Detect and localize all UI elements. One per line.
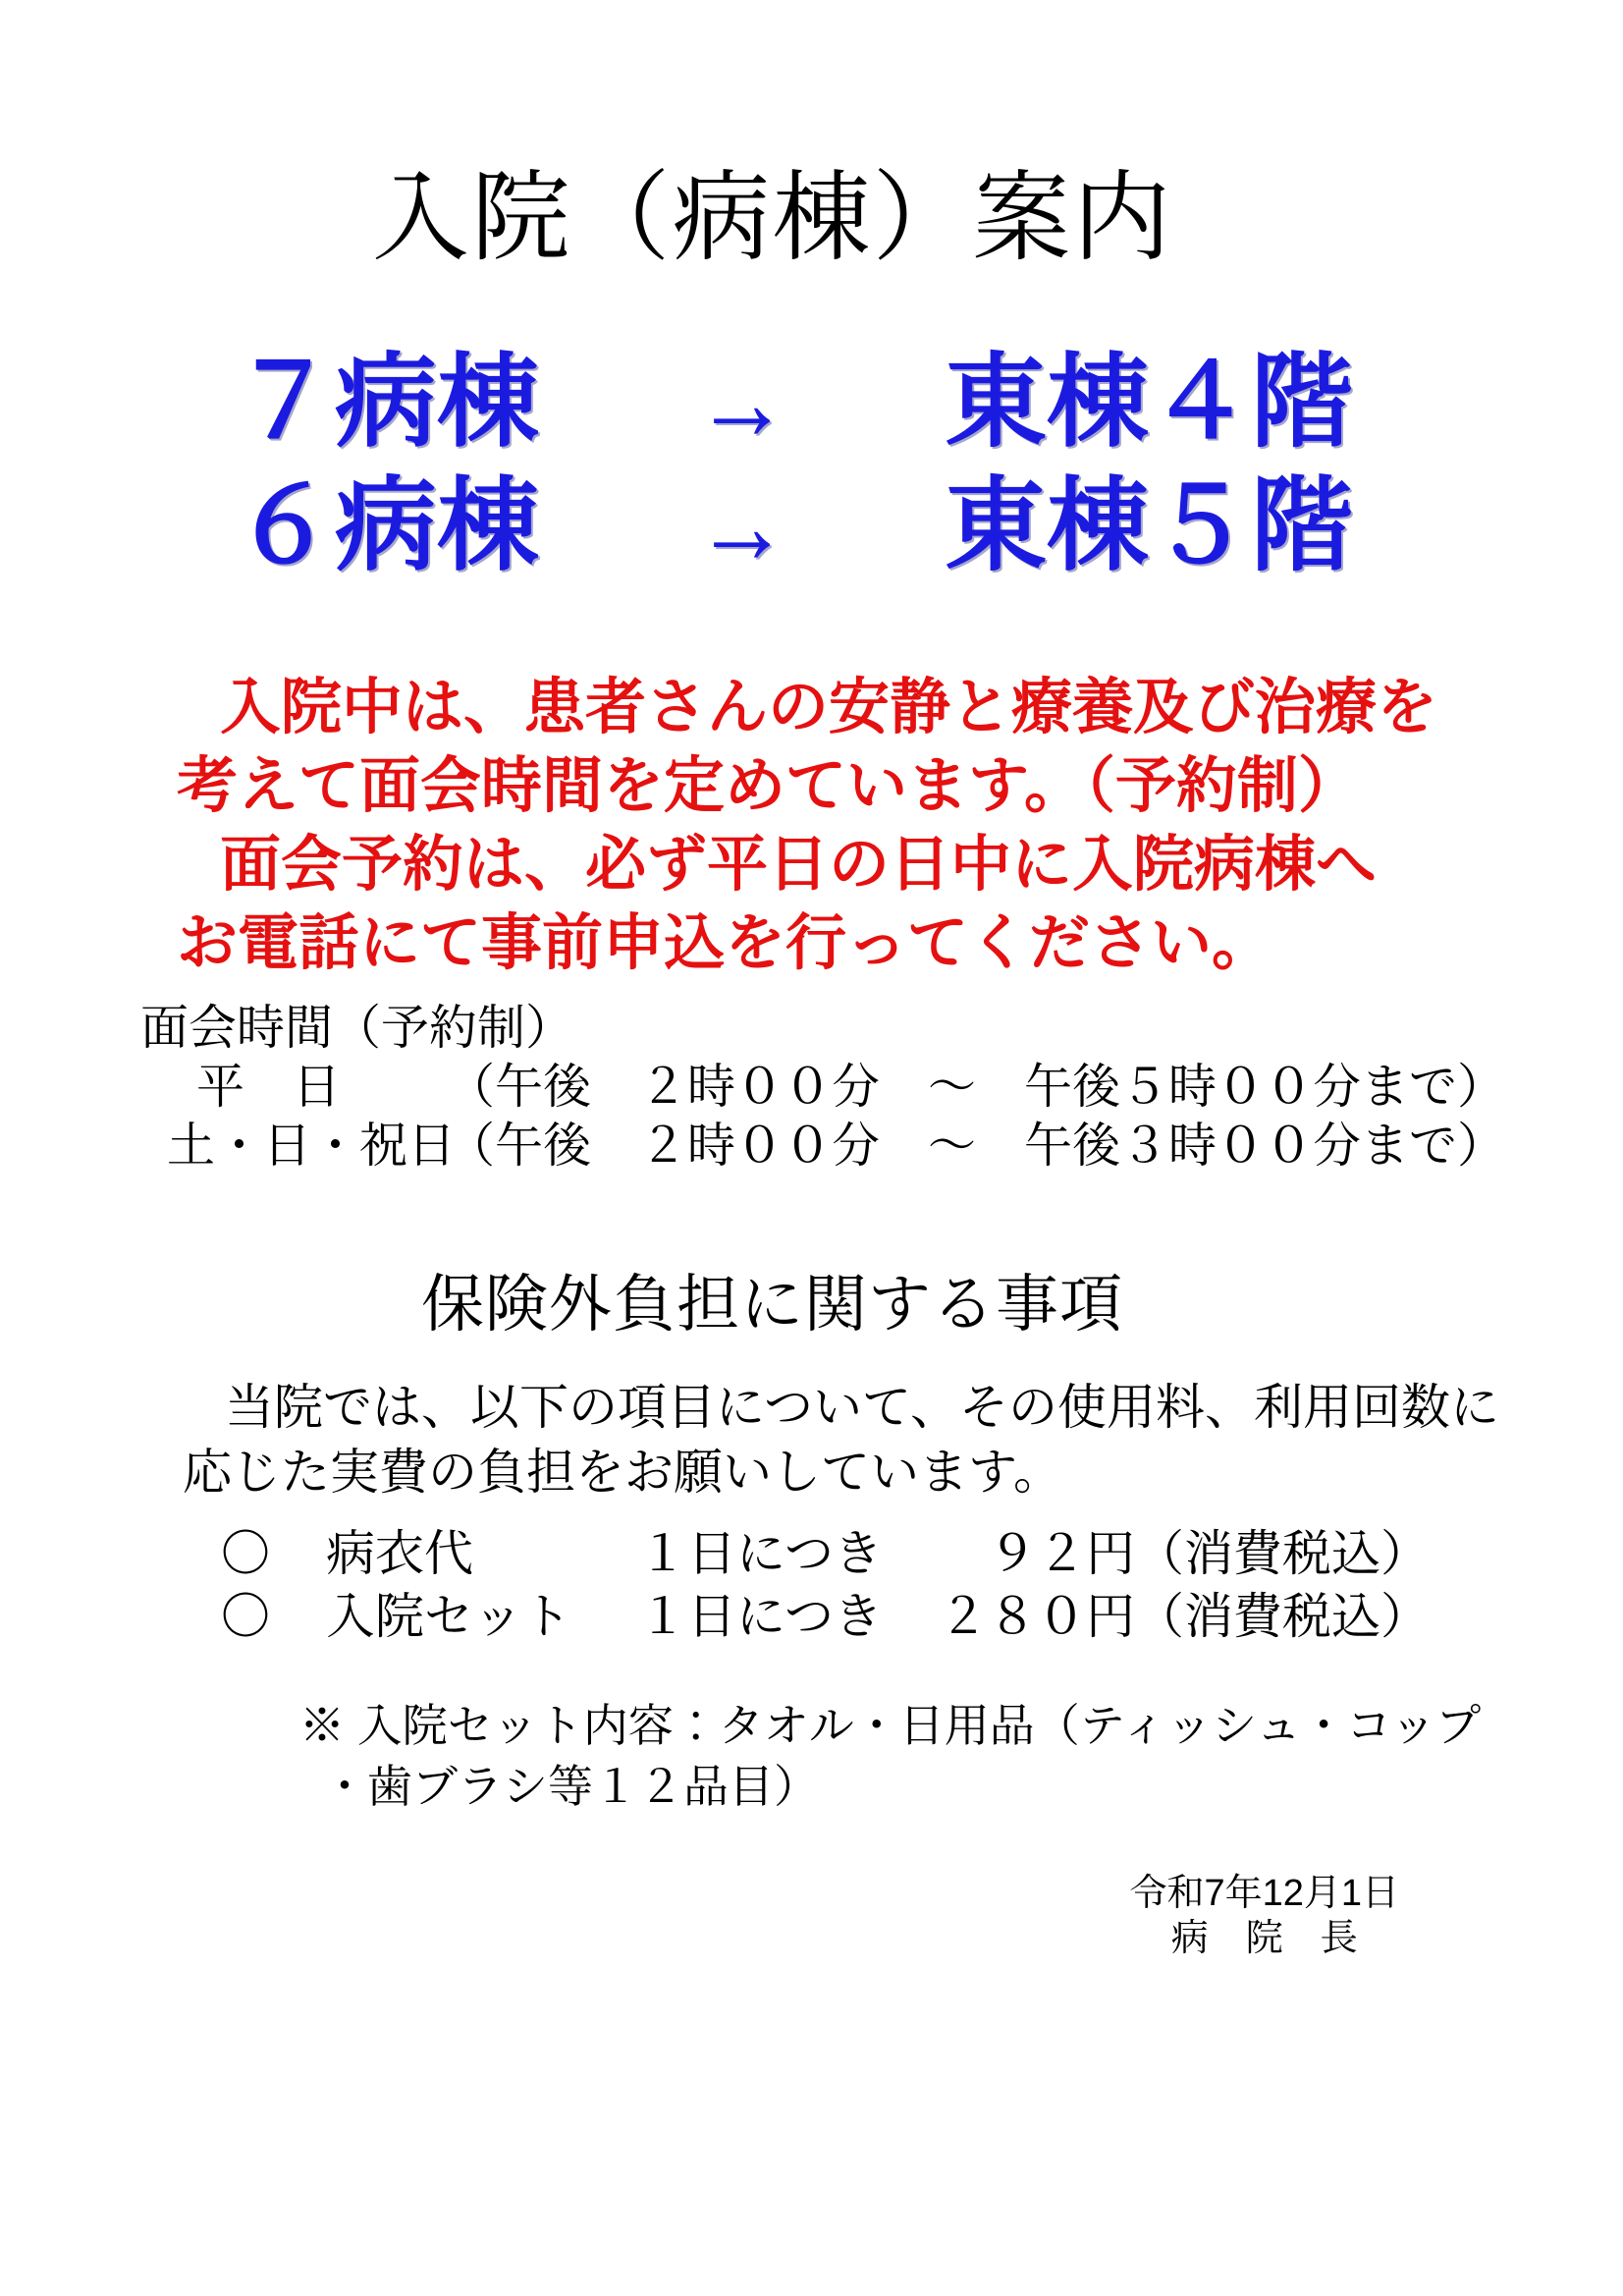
ward-to: 東棟４階 <box>944 346 1353 460</box>
content-column <box>0 163 1623 1961</box>
signer-title: 病 院 長 <box>1170 1918 1358 1959</box>
fee-unit-label: １日につき <box>638 1526 883 1581</box>
visiting-hours-heading: 面会時間（予約制） <box>140 1002 574 1055</box>
inpatient-set-note <box>299 1695 1482 1817</box>
visit-notice <box>177 669 1451 983</box>
visit-notice-line: お電話にて事前申込を行ってください。 <box>177 909 1273 977</box>
circle-bullet-icon: 〇 <box>221 1589 270 1644</box>
description-line: 応じた実費の負担をお願いしています。 <box>183 1445 1062 1500</box>
hours-time-range: （午後 ２時００分 ～ 午後３時００分まで） <box>447 1120 1506 1173</box>
visiting-hours <box>140 999 1506 1175</box>
hours-day-label: 土・日・祝日 <box>167 1120 457 1173</box>
fee-row <box>221 1522 1430 1585</box>
visit-notice-line: 面会予約は、必ず平日の日中に入院病棟へ <box>220 831 1378 899</box>
ward-route-row <box>233 341 1353 465</box>
fee-price: ２８０円（消費税込） <box>939 1589 1430 1644</box>
route-arrow-icon: → <box>694 465 789 586</box>
ward-from: ７病棟 <box>233 346 540 460</box>
signature-block <box>1129 1871 1399 1961</box>
note-line: ・歯ブラシ等１２品目） <box>322 1761 819 1812</box>
route-arrow-icon: → <box>694 341 789 463</box>
visiting-hours-row <box>140 1058 1506 1117</box>
hours-time-range: （午後 ２時００分 ～ 午後５時００分まで） <box>447 1061 1506 1114</box>
fee-row <box>221 1585 1430 1648</box>
description-line: 当院では、以下の項目について、その使用料、利用回数に <box>225 1380 1499 1435</box>
fee-item-label: 病衣代 <box>326 1526 473 1581</box>
issue-date: 令和7年12月1日 <box>1129 1873 1399 1914</box>
page-title: 入院（病棟）案内 <box>371 163 1173 273</box>
visit-notice-line: 入院中は、患者さんの安静と療養及び治療を <box>220 674 1438 741</box>
ward-route-list <box>233 341 1353 588</box>
visiting-hours-row <box>140 1117 1506 1175</box>
fee-list <box>221 1522 1430 1648</box>
fee-price: ９２円（消費税込） <box>988 1526 1430 1581</box>
ward-route-row <box>233 465 1353 588</box>
non-insurance-description <box>183 1375 1499 1504</box>
non-insurance-heading: 保険外負担に関する事項 <box>421 1269 1123 1339</box>
ward-to: 東棟５階 <box>944 469 1353 583</box>
fee-item-label: 入院セット <box>326 1589 571 1644</box>
ward-from: ６病棟 <box>233 469 540 583</box>
circle-bullet-icon: 〇 <box>221 1526 270 1581</box>
note-line: ※ 入院セット内容：タオル・日用品（ティッシュ・コップ <box>299 1700 1482 1751</box>
visit-notice-line: 考えて面会時間を定めています。（予約制） <box>177 752 1360 820</box>
hours-day-label: 平 日 <box>196 1061 342 1114</box>
fee-unit-label: １日につき <box>638 1589 883 1644</box>
